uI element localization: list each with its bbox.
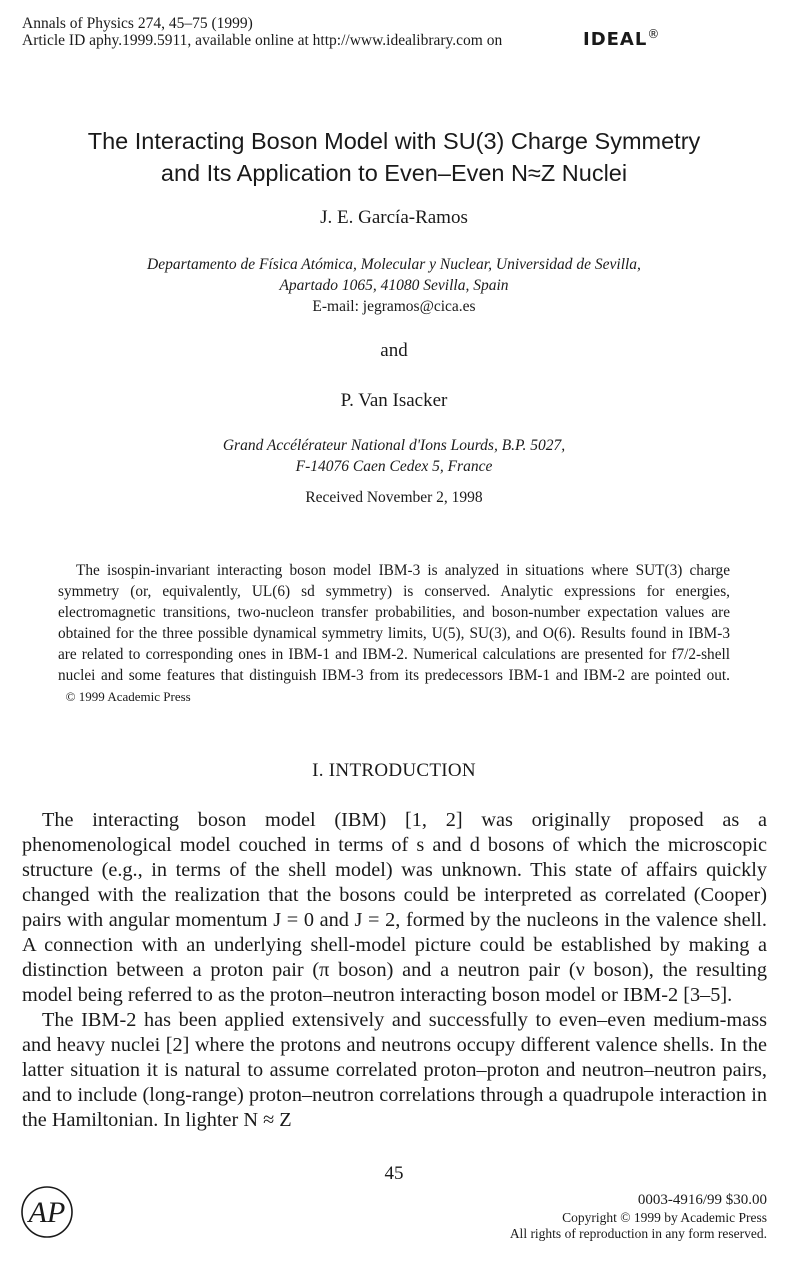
page-number: 45 [384,1163,404,1184]
footer-rights: All rights of reproduction in any form reserved. [509,1226,767,1241]
publisher-logo-text: AP [28,1196,66,1229]
author-separator: and [380,340,408,361]
author-1: J. E. García-Ramos [320,207,468,228]
affiliation-2: Grand Accélérateur National d'Ions Lourds, B.P. 5027, F-14076 Caen Cedex 5, France [222,437,566,475]
abstract-copyright: © 1999 Academic Press [65,689,191,704]
paragraph-1: The interacting boson model (IBM) [1, 2] was originally proposed as a phenomenological model couched in terms of s and d bosons of which the microscopic structure (e.g., in terms of the shell model) was unknown. This state of affairs quickly changed with the realization that the bosons could be interpreted as correlated (Cooper) pairs with angular momentum J = 0 and J = 2, formed by the nucleons in the valence shell. A connection with an underlying shell-model picture could be established by making a distinction between a proton pair (π boson) and a neutron pair (ν boson), the resulting model being referred to as the proton–neutron interacting boson model or IBM-2 [3–5]. [22,809,767,1006]
abstract [58,560,730,707]
title-line-1: The Interacting Boson Model with SU(3) Charge Symmetry [87,128,701,154]
author-2: P. Van Isacker [340,390,448,411]
paragraph-2: The IBM-2 has been applied extensively and successfully to even–even medium-mass and heavy nuclei [2] where the protons and neutrons occupy different valence shells. In the latter situation it is natural to assume correlated proton–proton and neutron–neutron pairs, and to include (long-range) proton–neutron correlations through a quadrupole interaction in the Hamiltonian. In lighter N ≈ Z [22,1009,767,1131]
author-email: E-mail: jegramos@cica.es [312,298,476,315]
footer-info [510,1190,767,1242]
journal-header [22,15,502,49]
paper-title [0,125,788,189]
footer-copyright: Copyright © 1999 by Academic Press [562,1210,767,1225]
abstract-text: The isospin-invariant interacting boson model IBM-3 is analyzed in situations where SUT(3) charge symmetry (or, equivalently, UL(6) sd symmetry) is conserved. Analytic expressions for energies, electromagnetic transitions, two-nucleon transfer probabilities, and boson-number expectation values are obtained for the three possible dynamical symmetry limits, U(5), SU(3), and O(6). Results found in IBM-3 are related to corresponding ones in IBM-1 and IBM-2. Numerical calculations are presented for f7/2-shell nuclei and some features that distinguish IBM-3 from its predecessors IBM-1 and IBM-2 are pointed out. [58,562,730,684]
body-text [22,808,767,1133]
academic-press-logo-icon [20,1185,74,1239]
journal-citation: Annals of Physics 274, 45–75 (1999) [22,15,253,32]
section-heading: I. INTRODUCTION [312,760,476,781]
article-id: Article ID aphy.1999.5911, available online at http://www.idealibrary.com on [22,32,503,49]
title-line-2: and Its Application to Even–Even N≈Z Nuclei [160,160,628,186]
issn-price: 0003-4916/99 $30.00 [637,1192,767,1208]
received-date: Received November 2, 1998 [305,489,483,506]
affiliation-1: Departamento de Física Atómica, Molecular y Nuclear, Universidad de Sevilla, Apartado 1065, 41080 Sevilla, Spain E-mail: jegramos@cica.es [0,254,788,317]
ideal-logo: IDEAL® [583,27,661,50]
